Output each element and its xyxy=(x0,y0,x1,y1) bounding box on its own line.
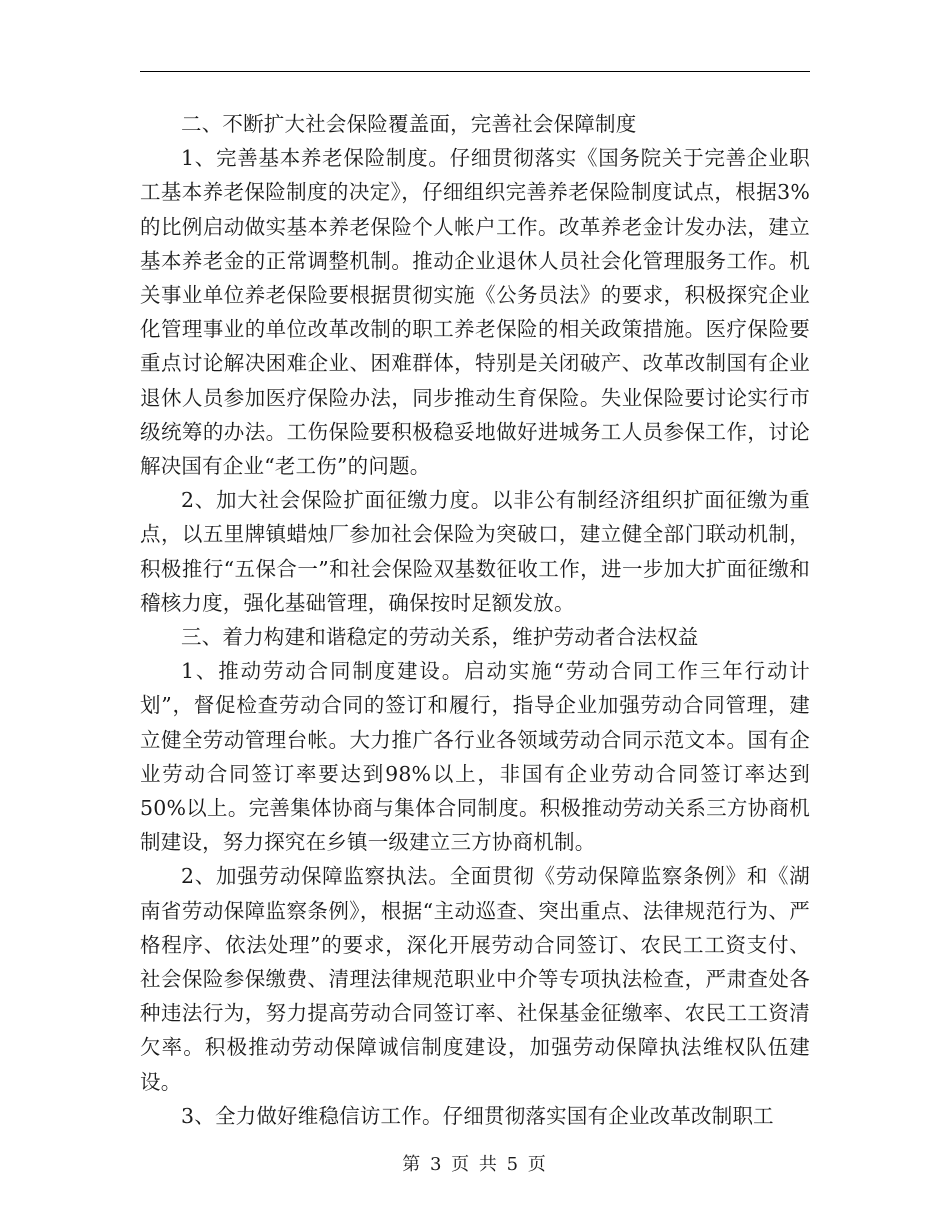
paragraph-labor-inspection: 2、加强劳动保障监察执法。全面贯彻《劳动保障监察条例》和《湖南省劳动保障监察条例》，根据“主动巡查、突出重点、法律规范行为、严格程序、依法处理”的要求，深化开展劳动合同签订、农民工工资支付、社会保险参保缴费、清理法律规范职业中介等专项执法检查，严肃查处各种违法行为，努力提高劳动合同签订率、社保基金征缴率、农民工工资清欠率。积极推动劳动保障诚信制度建设，加强劳动保障执法维权队伍建设。 xyxy=(140,864,810,1094)
paragraph-insurance-collection: 2、加大社会保险扩面征缴力度。以非公有制经济组织扩面征缴为重点，以五里牌镇蜡烛厂参加社会保险为突破口，建立健全部门联动机制，积极推行“五保合一”和社会保险双基数征收工作，进一步加大扩面征缴和稽核力度，强化基础管理，确保按时足额发放。 xyxy=(140,488,810,615)
paragraph-pension-insurance: 1、完善基本养老保险制度。仔细贯彻落实《国务院关于完善企业职工基本养老保险制度的决定》，仔细组织完善养老保险制度试点，根据3%的比例启动做实基本养老保险个人帐户工作。改革养老金计发办法，建立基本养老金的正常调整机制。推动企业退休人员社会化管理服务工作。机关事业单位养老保险要根据贯彻实施《公务员法》的要求，积极探究企业化管理事业的单位改革改制的职工养老保险的相关政策措施。医疗保险要重点讨论解决困难企业、困难群体，特别是关闭破产、改革改制国有企业退休人员参加医疗保险办法，同步推动生育保险。失业保险要讨论实行市级统筹的办法。工伤保险要积极稳妥地做好进城务工人员参保工作，讨论解决国有企业“老工伤”的问题。 xyxy=(140,146,810,479)
paragraph-petition-work: 3、全力做好维稳信访工作。仔细贯彻落实国有企业改革改制职工 xyxy=(181,1103,774,1128)
header-rule xyxy=(140,71,810,72)
paragraph-labor-contract: 1、推动劳动合同制度建设。启动实施“劳动合同工作三年行动计划”，督促检查劳动合同的签订和履行，指导企业加强劳动合同管理，建立健全劳动管理台帐。大力推广各行业各领域劳动合同示范文本。国有企业劳动合同签订率要达到98%以上，非国有企业劳动合同签订率达到50%以上。完善集体协商与集体合同制度。积极推动劳动关系三方协商机制建设，努力探究在乡镇一级建立三方协商机制。 xyxy=(140,659,810,855)
section-heading-social-insurance: 二、不断扩大社会保险覆盖面，完善社会保障制度 xyxy=(181,112,637,136)
page-number-footer: 第 3 页 共 5 页 xyxy=(402,1154,548,1175)
section-heading-labor-relations: 三、着力构建和谐稳定的劳动关系，维护劳动者合法权益 xyxy=(181,625,699,650)
document-body xyxy=(140,107,810,1133)
